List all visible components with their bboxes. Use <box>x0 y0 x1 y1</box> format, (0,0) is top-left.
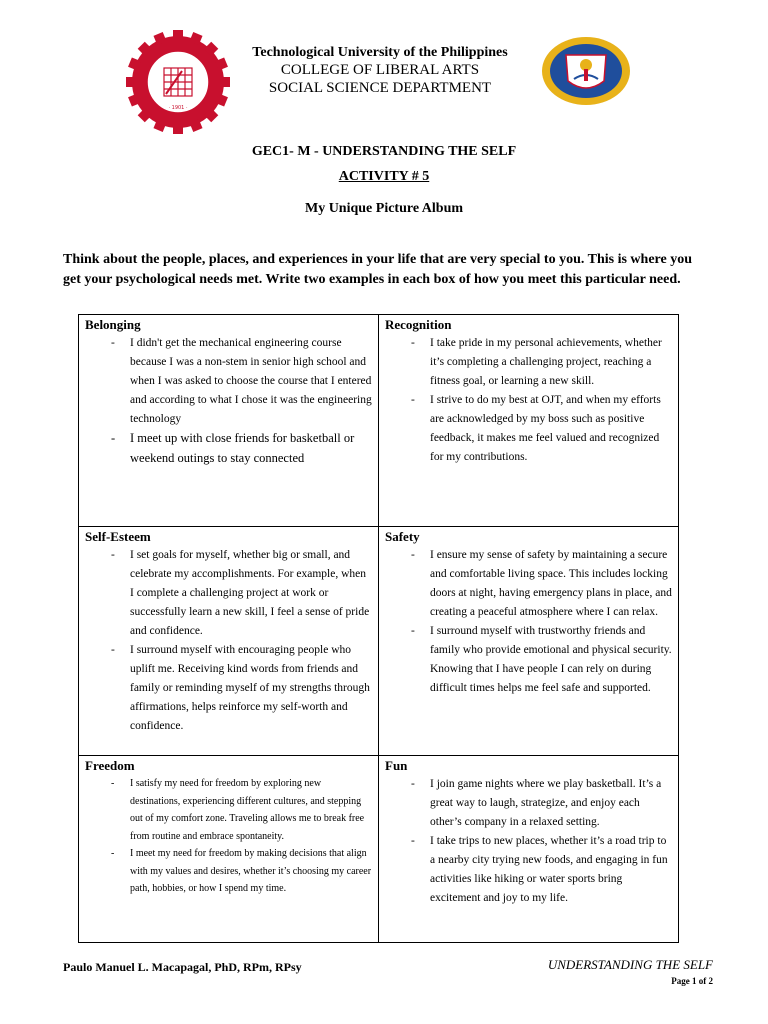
list-item: - I take trips to new places, whether it’s a road trip to a nearby city trying new foods, and engaging in fun activities like hiking or water sports bring excitement and joy to my life. <box>385 832 672 908</box>
freedom-title: Freedom <box>85 758 135 773</box>
album-title: My Unique Picture Album <box>304 201 464 216</box>
safety-title: Safety <box>385 529 420 544</box>
recognition-cell <box>379 315 679 527</box>
fun-cell <box>379 756 679 943</box>
department-name: SOCIAL SCIENCE DEPARTMENT <box>268 80 492 96</box>
list-item: - I set goals for myself, whether big or small, and celebrate my accomplishments. For example, when I complete a challenging project at work or successfully learn a new skill, I feel a sense of pride and confidence. <box>85 546 372 641</box>
activity-title: ACTIVITY # 5 <box>338 169 430 184</box>
instructions-paragraph: Think about the people, places, and experiences in your life that are very special to you. This is where you get your psychological needs met. Write two examples in each box of how you meet this particular need. <box>63 252 692 287</box>
list-item: - I join game nights where we play basketball. It’s a great way to laugh, strategize, and enjoy each other’s company in a relaxed setting. <box>385 775 672 832</box>
fun-title: Fun <box>385 758 408 773</box>
list-item: - I take pride in my personal achievements, whether it’s completing a challenging project, reaching a fitness goal, or learning a new skill. <box>385 334 672 391</box>
footer-course: UNDERSTANDING THE SELF <box>547 957 713 972</box>
tup-seal-logo <box>126 30 230 134</box>
list-item: - I didn't get the mechanical engineering course because I was a non-stem in senior high school and when I was asked to choose the course that I entered and according to what I chose it was the engineering technology <box>85 334 372 429</box>
list-item: - I surround myself with encouraging people who uplift me. Receiving kind words from friends and family or reminding myself of my strengths through affirmations, helps reinforce my self-worth and confidence. <box>85 641 372 736</box>
list-item: - I satisfy my need for freedom by exploring new destinations, experiencing different cultures, and stepping out of my comfort zone. Traveling allows me to break free from routine and embrace spontaneity. <box>85 775 372 845</box>
list-item: - I ensure my sense of safety by maintaining a secure and comfortable living space. This includes locking doors at night, having emergency plans in place, and creating a peaceful atmosphere where I can relax. <box>385 546 672 622</box>
college-name: COLLEGE OF LIBERAL ARTS <box>280 62 480 78</box>
list-item: - I surround myself with trustworthy friends and family who provide emotional and physical security. Knowing that I have people I can rely on during difficult times helps me feel safe and supported. <box>385 622 672 698</box>
self-esteem-title: Self-Esteem <box>85 529 151 544</box>
list-item: - I meet my need for freedom by making decisions that align with my values and desires, whether it’s choosing my career path, hobbies, or how I spend my time. <box>85 845 372 898</box>
safety-cell <box>379 527 679 756</box>
self-esteem-cell <box>79 527 379 756</box>
course-title: GEC1- M - UNDERSTANDING THE SELF <box>251 144 517 159</box>
belonging-cell <box>79 315 379 527</box>
list-item: - I meet up with close friends for basketball or weekend outings to stay connected <box>85 429 372 468</box>
svg-text:· 1901 ·: · 1901 · <box>168 105 188 111</box>
page-number: Page 1 of 2 <box>671 976 713 986</box>
university-name: Technological University of the Philippines <box>252 45 508 60</box>
recognition-title: Recognition <box>385 317 452 332</box>
belonging-title: Belonging <box>85 317 141 332</box>
needs-grid <box>78 314 679 943</box>
list-item: - I strive to do my best at OJT, and when my efforts are acknowledged by my boss such as positive feedback, it makes me feel valued and recognized for my contributions. <box>385 391 672 467</box>
footer-author: Paulo Manuel L. Macapagal, PhD, RPm, RPsy <box>63 960 302 974</box>
freedom-cell <box>79 756 379 943</box>
document-header <box>230 44 530 97</box>
liberal-arts-seal-logo <box>540 35 632 107</box>
